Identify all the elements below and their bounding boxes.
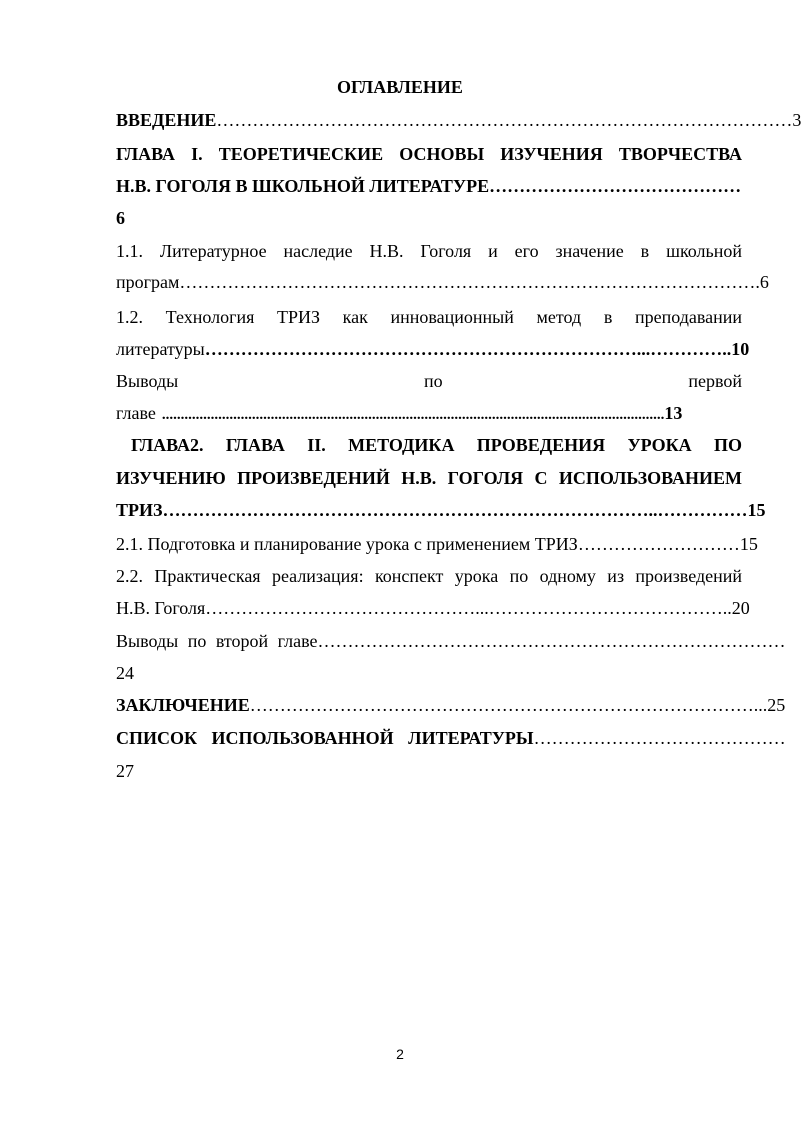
toc-title: ОГЛАВЛЕНИЕ (337, 77, 463, 97)
toc-entry-conclusion1-line2[interactable] (116, 400, 683, 426)
toc-entry-2-2-line2[interactable] (116, 595, 750, 621)
dot-leader: …………………………………… (489, 176, 742, 196)
entry-page: 13 (664, 403, 683, 423)
toc-entry-1-2-line2[interactable] (116, 336, 750, 362)
dot-leader: …………………………………………………………………………………… (216, 110, 793, 130)
entry-page: 15 (747, 500, 766, 520)
toc-entry-1-2-line1[interactable]: 1.2. Технология ТРИЗ как инновационный метод в преподавании (116, 307, 742, 327)
toc-entry-1-1-line1[interactable]: 1.1. Литературное наследие Н.В. Гоголя и его значение в школьной (116, 241, 742, 261)
entry-label: главе (116, 403, 156, 423)
toc-entry-2-2-line1[interactable]: 2.2. Практическая реализация: конспект урока по одному из произведений (116, 566, 742, 586)
entry-label: ВВЕДЕНИЕ (116, 110, 217, 130)
word: Выводы (116, 371, 179, 391)
entry-label: СПИСОК ИСПОЛЬЗОВАННОЙ ЛИТЕРАТУРЫ (116, 728, 534, 748)
dot-leader: …………………………………………………………………… (317, 631, 786, 651)
word: первой (688, 371, 742, 391)
entry-label: 2.1. Подготовка и планирование урока с применением ТРИЗ (116, 534, 578, 554)
entry-page: 3 (792, 110, 801, 130)
entry-page: 25 (767, 695, 786, 715)
toc-entry-1-1-line2[interactable] (116, 269, 769, 295)
toc-entry-introduction[interactable] (116, 107, 801, 133)
entry-label: Н.В. ГОГОЛЯ В ШКОЛЬНОЙ ЛИТЕРАТУРЕ (116, 176, 490, 196)
dot-leader: ………………………………………………………………...………….. (204, 339, 732, 359)
entry-label: програм (116, 272, 180, 292)
page-number: 2 (396, 1046, 404, 1062)
toc-entry-conclusion2-page: 24 (116, 663, 134, 683)
entry-label: Выводы по второй главе (116, 631, 318, 651)
dot-leader: …………………………………………………………………………... (249, 695, 768, 715)
entry-label: ЗАКЛЮЧЕНИЕ (116, 695, 250, 715)
entry-page: 20 (731, 598, 750, 618)
dot-leader: …………………………………… (533, 728, 786, 748)
toc-entry-conclusion[interactable] (116, 692, 786, 718)
toc-entry-chapter2-line3[interactable] (116, 497, 766, 523)
entry-page: 15 (739, 534, 758, 554)
toc-entry-chapter1-page: 6 (116, 208, 125, 228)
toc-entry-conclusion2[interactable] (116, 628, 786, 654)
toc-entry-chapter2-line1[interactable]: ГЛАВА2. ГЛАВА II. МЕТОДИКА ПРОВЕДЕНИЯ УРОКА ПО (131, 435, 742, 455)
dot-leader: ………………………………………...………………………………….. (205, 598, 732, 618)
entry-label: ТРИЗ (116, 500, 163, 520)
dot-leader: ………………………………………………………………………..…………… (162, 500, 748, 520)
dot-leader: ...................................................................................................................................... (161, 407, 665, 423)
toc-entry-conclusion1-line1[interactable] (116, 368, 742, 394)
toc-entry-bibliography[interactable] (116, 725, 786, 751)
entry-page: 6 (759, 272, 769, 292)
entry-label: литературы (116, 339, 205, 359)
toc-entry-chapter1-line1[interactable]: ГЛАВА I. ТЕОРЕТИЧЕСКИЕ ОСНОВЫ ИЗУЧЕНИЯ ТВОРЧЕСТВА (116, 144, 742, 164)
toc-entry-chapter2-line2[interactable]: ИЗУЧЕНИЮ ПРОИЗВЕДЕНИЙ Н.В. ГОГОЛЯ С ИСПОЛЬЗОВАНИЕМ (116, 468, 742, 488)
toc-entry-2-1[interactable] (116, 531, 758, 557)
toc-entry-bibliography-page: 27 (116, 761, 134, 781)
word: по (423, 371, 443, 391)
entry-page: 10 (731, 339, 750, 359)
toc-entry-chapter1-line2[interactable] (116, 173, 742, 199)
dot-leader: ……………………………………………………………………………………. (179, 272, 760, 292)
entry-label: Н.В. Гоголя (116, 598, 206, 618)
dot-leader: ……………………… (577, 534, 740, 554)
